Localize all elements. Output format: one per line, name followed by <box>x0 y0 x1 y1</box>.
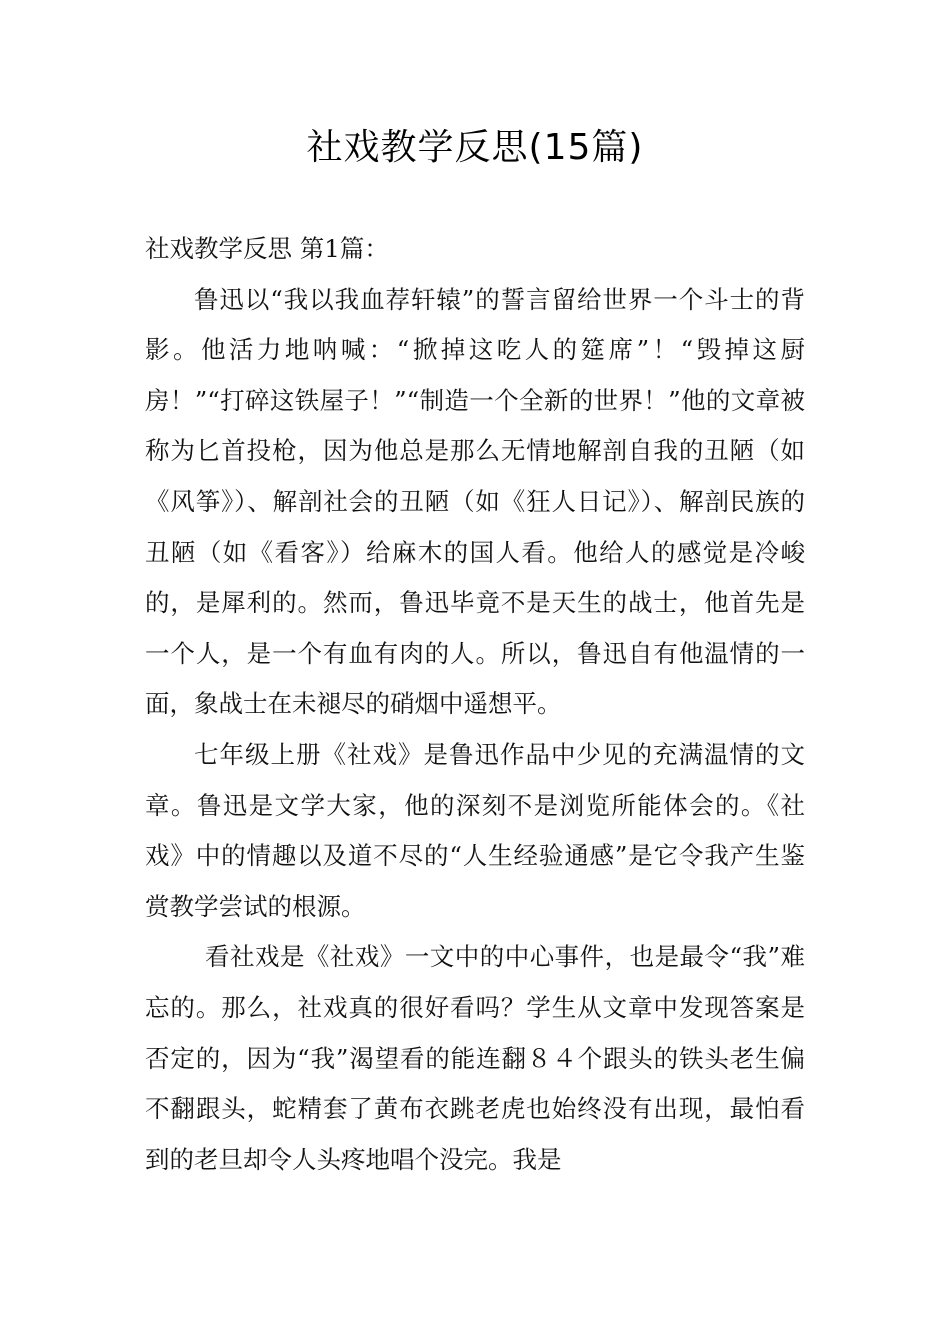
paragraph-2: 七年级上册《社戏》是鲁迅作品中少见的充满温情的文章。鲁迅是文学大家，他的深刻不是浏览所能体会的。《社戏》中的情趣以及道不尽的“人生经验通感”是它令我产生鉴赏教学尝试的根源。 <box>145 739 805 921</box>
paragraph-1: 鲁迅以“我以我血荐轩辕”的誓言留给世界一个斗士的背影。他活力地呐喊：“掀掉这吃人的筵席”！“毁掉这厨房！”“打碎这铁屋子！”“制造一个全新的世界！”他的文章被称为匕首投枪，因为他总是那么无情地解剖自我的丑陋（如《风筝》）、解剖社会的丑陋（如《狂人日记》）、解剖民族的丑陋（如《看客》）给麻木的国人看。他给人的感觉是冷峻的，是犀利的。然而，鲁迅毕竟不是天生的战士，他首先是一个人，是一个有血有肉的人。所以，鲁迅自有他温情的一面，象战士在未褪尽的硝烟中遥想平。 <box>145 284 805 719</box>
section-heading: 社戏教学反思 第1篇： <box>145 234 389 263</box>
paragraph-3: 看社戏是《社戏》一文中的中心事件，也是最令“我”难忘的。那么，社戏真的很好看吗？学生从文章中发现答案是否定的，因为“我”渴望看的能连翻８４个跟头的铁头老生偏不翻跟头，蛇精套了黄布衣跳老虎也始终没有出现，最怕看到的老旦却令人头疼地唱个没完。我是 <box>145 942 805 1174</box>
document-title: 社戏教学反思(15篇) <box>306 127 644 168</box>
document-body <box>145 224 805 1185</box>
